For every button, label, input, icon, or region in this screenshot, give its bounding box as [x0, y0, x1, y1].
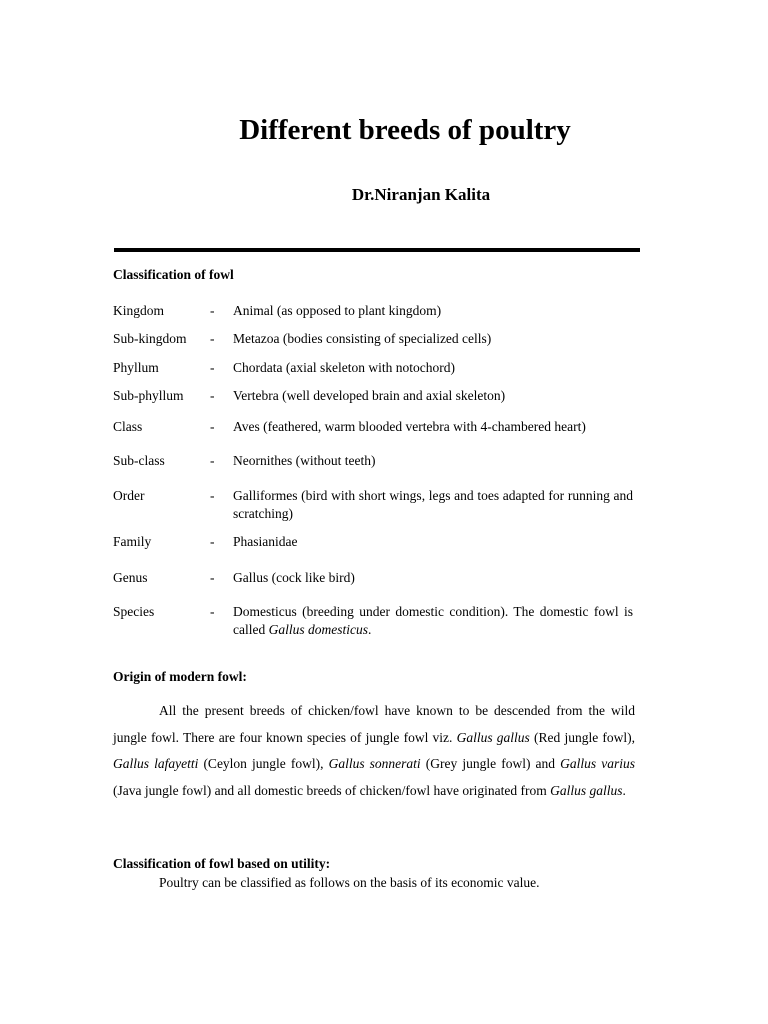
origin-text: (Red jungle fowl), [529, 729, 636, 745]
species-name: Gallus sonnerati [328, 756, 421, 772]
rank-separator: - [210, 604, 215, 619]
species-description-text: Domesticus (breeding under domestic condition). The domestic fowl is called [233, 604, 633, 637]
rank-label: Species [113, 604, 155, 619]
rank-label: Genus [113, 570, 148, 585]
document-title: Different breeds of poultry [239, 114, 571, 146]
rank-label: Kingdom [113, 303, 165, 318]
rank-description: Gallus (cock like bird) [233, 570, 355, 585]
document-author: Dr.Niranjan Kalita [351, 185, 491, 204]
rank-separator: - [210, 488, 215, 503]
rank-separator: - [210, 360, 215, 375]
species-name: Gallus gallus [550, 783, 623, 799]
rank-description: Phasianidae [233, 534, 298, 549]
rank-separator: - [210, 534, 215, 549]
rank-label: Phyllum [113, 360, 159, 375]
origin-text: (Ceylon jungle fowl), [198, 756, 329, 772]
rank-separator: - [210, 453, 215, 468]
rank-label: Order [113, 488, 145, 503]
rank-label: Sub-phyllum [113, 388, 184, 403]
species-description-tail: . [367, 622, 372, 637]
rank-label: Family [113, 534, 152, 549]
species-name: Gallus gallus [456, 729, 530, 745]
rank-separator: - [210, 331, 215, 346]
title-divider [114, 248, 640, 252]
rank-description: Metazoa (bodies consisting of specialized cells) [233, 331, 492, 346]
rank-separator: - [210, 570, 215, 585]
rank-description: Neornithes (without teeth) [233, 453, 376, 468]
rank-description: Animal (as opposed to plant kingdom) [233, 303, 442, 318]
rank-description: Aves (feathered, warm blooded vertebra with 4-chambered heart) [233, 419, 586, 434]
rank-description: Vertebra (well developed brain and axial skeleton) [233, 388, 506, 403]
rank-label: Sub-class [113, 453, 165, 468]
rank-label: Class [113, 419, 143, 434]
rank-description [233, 603, 633, 639]
classification-heading: Classification of fowl [113, 267, 234, 282]
rank-description: Chordata (axial skeleton with notochord) [233, 360, 455, 375]
rank-separator: - [210, 419, 215, 434]
rank-description: Galliformes (bird with short wings, legs and toes adapted for running and scratching) [233, 488, 633, 521]
origin-heading: Origin of modern fowl: [113, 669, 247, 684]
species-name: Gallus lafayetti [113, 756, 199, 772]
utility-heading: Classification of fowl based on utility: [113, 856, 331, 871]
rank-separator: - [210, 388, 215, 403]
species-name: Gallus varius [560, 756, 635, 772]
origin-paragraph [113, 698, 635, 805]
species-scientific-name: Gallus domesticus [268, 622, 368, 637]
origin-text: . [622, 783, 626, 799]
origin-text: (Java jungle fowl) and all domestic breeds of chicken/fowl have originated from [113, 783, 551, 799]
rank-separator: - [210, 303, 215, 318]
origin-text: All the present breeds of chicken/fowl have known to be descended from the wild jungle fowl. There are four known species of jungle fowl viz. [113, 703, 635, 745]
rank-label: Sub-kingdom [113, 331, 187, 346]
origin-text: (Grey jungle fowl) and [420, 756, 561, 772]
utility-paragraph: Poultry can be classified as follows on the basis of its economic value. [159, 875, 540, 890]
